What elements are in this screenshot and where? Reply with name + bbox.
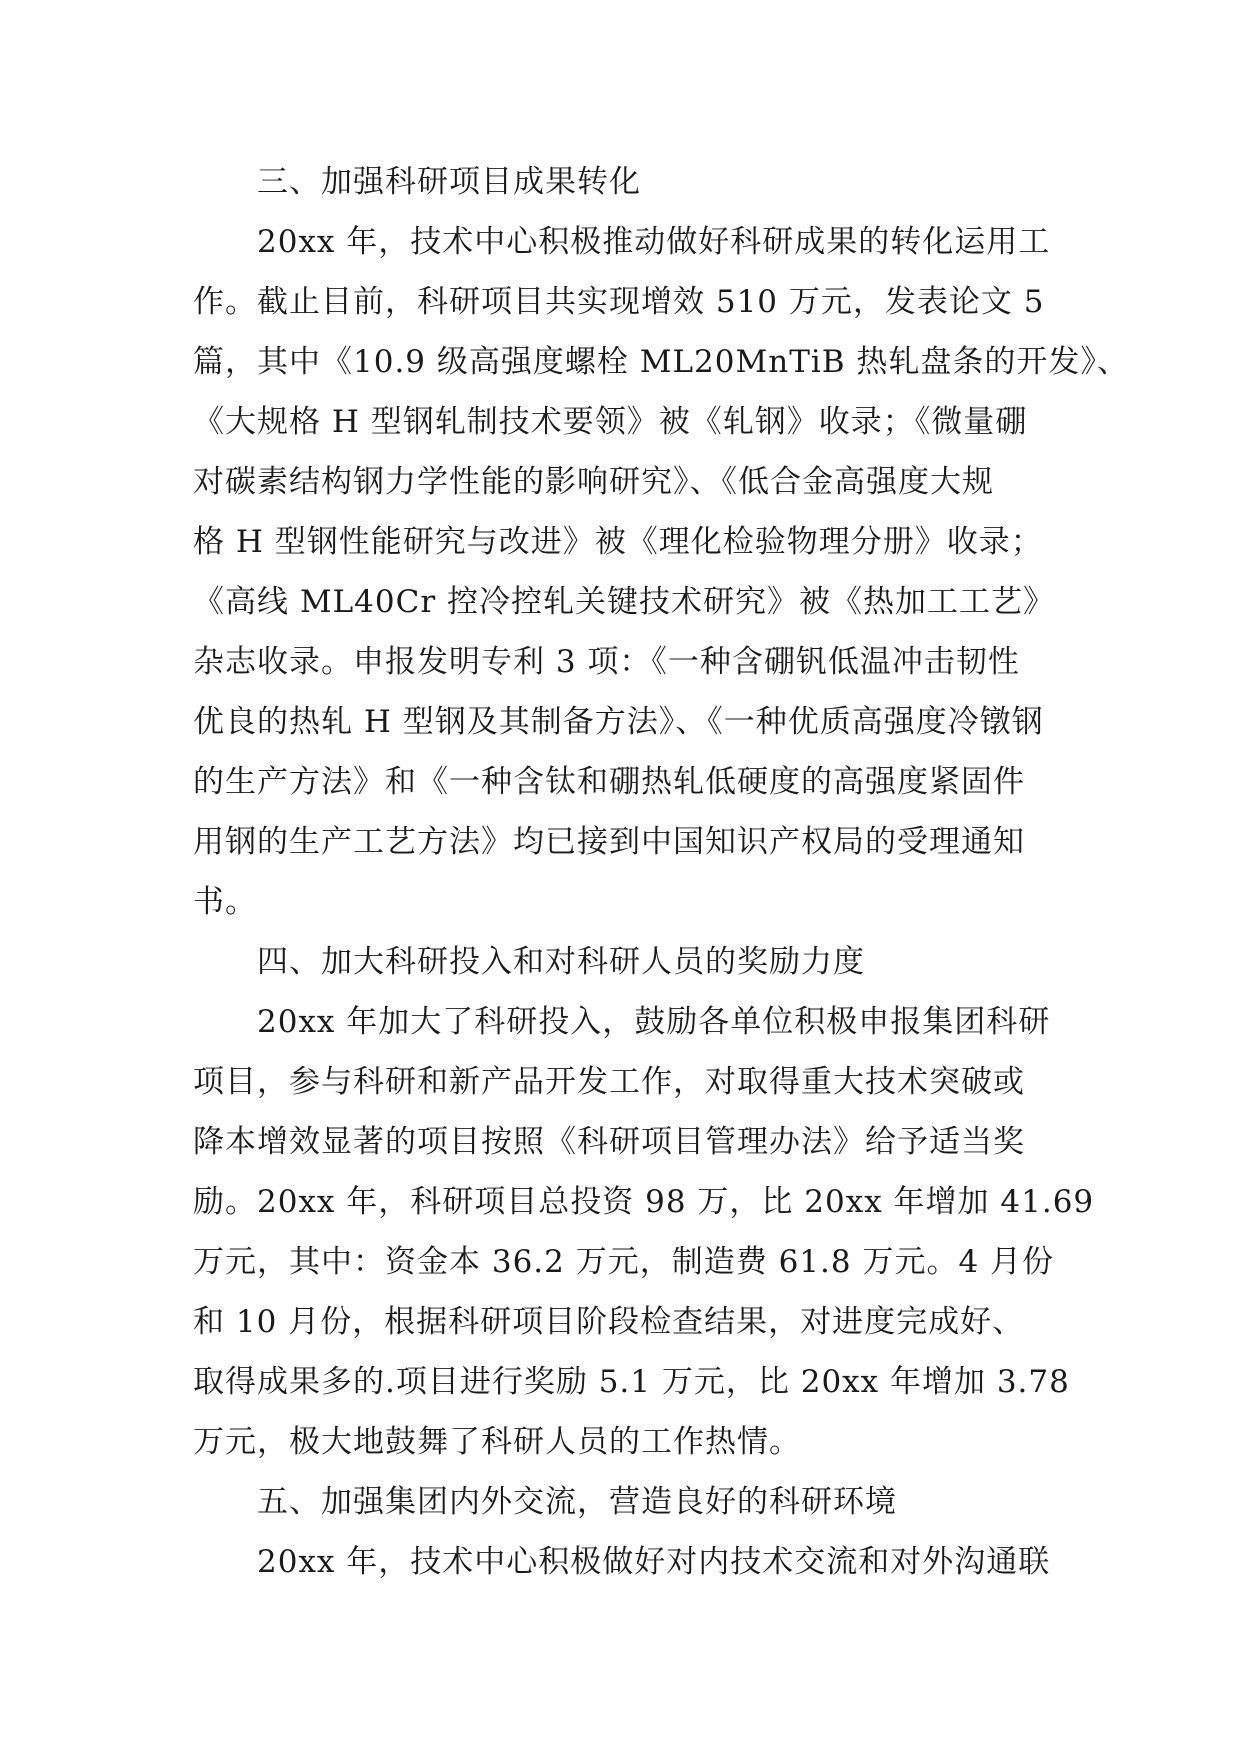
paragraph-line: 用钢的生产工艺方法》均已接到中国知识产权局的受理通知 [193, 824, 1025, 860]
paragraph-line: 20xx 年加大了科研投入，鼓励各单位积极申报集团科研 [257, 1004, 1051, 1040]
paragraph-line: 取得成果多的.项目进行奖励 5.1 万元，比 20xx 年增加 3.78 [193, 1364, 1070, 1400]
paragraph-line: 《高线 ML40Cr 控冷控轧关键技术研究》被《热加工工艺》 [193, 584, 1056, 620]
paragraph-line: 格 H 型钢性能研究与改进》被《理化检验物理分册》收录； [193, 524, 1043, 560]
paragraph-line: 作。截止目前，科研项目共实现增效 510 万元，发表论文 5 [193, 284, 1045, 320]
paragraph-line: 励。20xx 年，科研项目总投资 98 万，比 20xx 年增加 41.69 [193, 1184, 1095, 1220]
paragraph-line: 对碳素结构钢力学性能的影响研究》、《低合金高强度大规 [193, 464, 994, 500]
section-heading-5: 五、加强集团内外交流，营造良好的科研环境 [257, 1484, 897, 1520]
paragraph-line: 降本增效显著的项目按照《科研项目管理办法》给予适当奖 [193, 1124, 1025, 1160]
document-body [193, 152, 1129, 1592]
paragraph-line: 和 10 月份，根据科研项目阶段检查结果，对进度完成好、 [193, 1304, 1025, 1340]
section-heading-4: 四、加大科研投入和对科研人员的奖励力度 [257, 944, 865, 980]
paragraph-line: 万元，极大地鼓舞了科研人员的工作热情。 [193, 1424, 801, 1460]
paragraph-line: 的生产方法》和《一种含钛和硼热轧低硬度的高强度紧固件 [193, 764, 1025, 800]
paragraph-line: 优良的热轧 H 型钢及其制备方法》、《一种优质高强度冷镦钢 [193, 704, 1044, 740]
section-heading-3: 三、加强科研项目成果转化 [257, 164, 641, 200]
paragraph-line: 万元，其中：资金本 36.2 万元，制造费 61.8 万元。4 月份 [193, 1244, 1055, 1280]
paragraph-line: 书。 [193, 884, 257, 920]
paragraph-line: 篇，其中《10.9 级高强度螺栓 ML20MnTiB 热轧盘条的开发》、 [193, 344, 1129, 380]
paragraph-line: 《大规格 H 型钢轧制技术要领》被《轧钢》收录；《微量硼 [193, 404, 1028, 440]
paragraph-line: 杂志收录。申报发明专利 3 项：《一种含硼钒低温冲击韧性 [193, 644, 1020, 680]
paragraph-line: 项目，参与科研和新产品开发工作，对取得重大技术突破或 [193, 1064, 1025, 1100]
paragraph-line: 20xx 年，技术中心积极推动做好科研成果的转化运用工 [257, 224, 1051, 260]
paragraph-line: 20xx 年，技术中心积极做好对内技术交流和对外沟通联 [257, 1544, 1051, 1580]
